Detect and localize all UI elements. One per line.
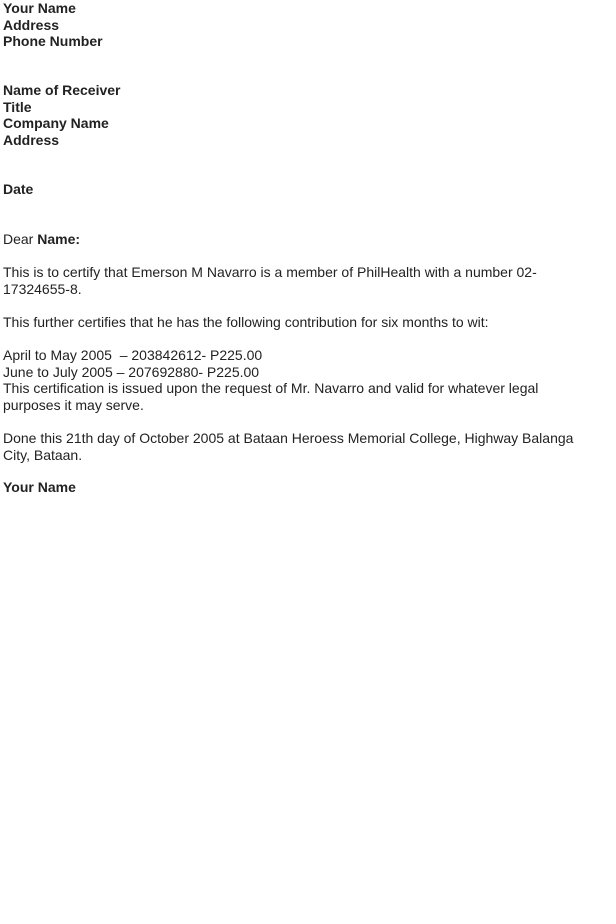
sender-address: Address	[3, 16, 60, 33]
contribution-line: April to May 2005 – 203842612- P225.00	[3, 347, 263, 363]
receiver-name: Name of Receiver	[3, 82, 121, 98]
contribution-block	[3, 347, 593, 413]
receiver-title: Title	[3, 98, 32, 115]
sender-name: Your Name	[3, 0, 76, 16]
sender-phone: Phone Number	[3, 33, 103, 49]
certification-paragraph: This is to certify that Emerson M Navarro is a member of PhilHealth with a number 02-17324655-8.	[3, 264, 537, 297]
closing-paragraph: Done this 21th day of October 2005 at Bataan Heroess Memorial College, Highway Balanga City, Bataan.	[3, 430, 574, 463]
receiver-company: Company Name	[3, 115, 109, 131]
salutation	[3, 231, 80, 248]
salutation-name: Name:	[37, 231, 81, 247]
sender-block	[3, 0, 103, 50]
purpose-paragraph: This certification is issued upon the request of Mr. Navarro and valid for whatever legal purposes it may serve.	[3, 380, 539, 413]
signature-block	[3, 479, 76, 496]
contribution-intro-paragraph: This further certifies that he has the following contribution for six months to wit:	[3, 314, 489, 330]
receiver-block	[3, 82, 121, 148]
date-block	[3, 181, 33, 198]
contribution-line: June to July 2005 – 207692880- P225.00	[3, 363, 260, 380]
signature-name: Your Name	[3, 479, 76, 495]
receiver-address: Address	[3, 131, 60, 148]
salutation-greeting: Dear	[3, 231, 38, 247]
date-label: Date	[3, 181, 34, 197]
